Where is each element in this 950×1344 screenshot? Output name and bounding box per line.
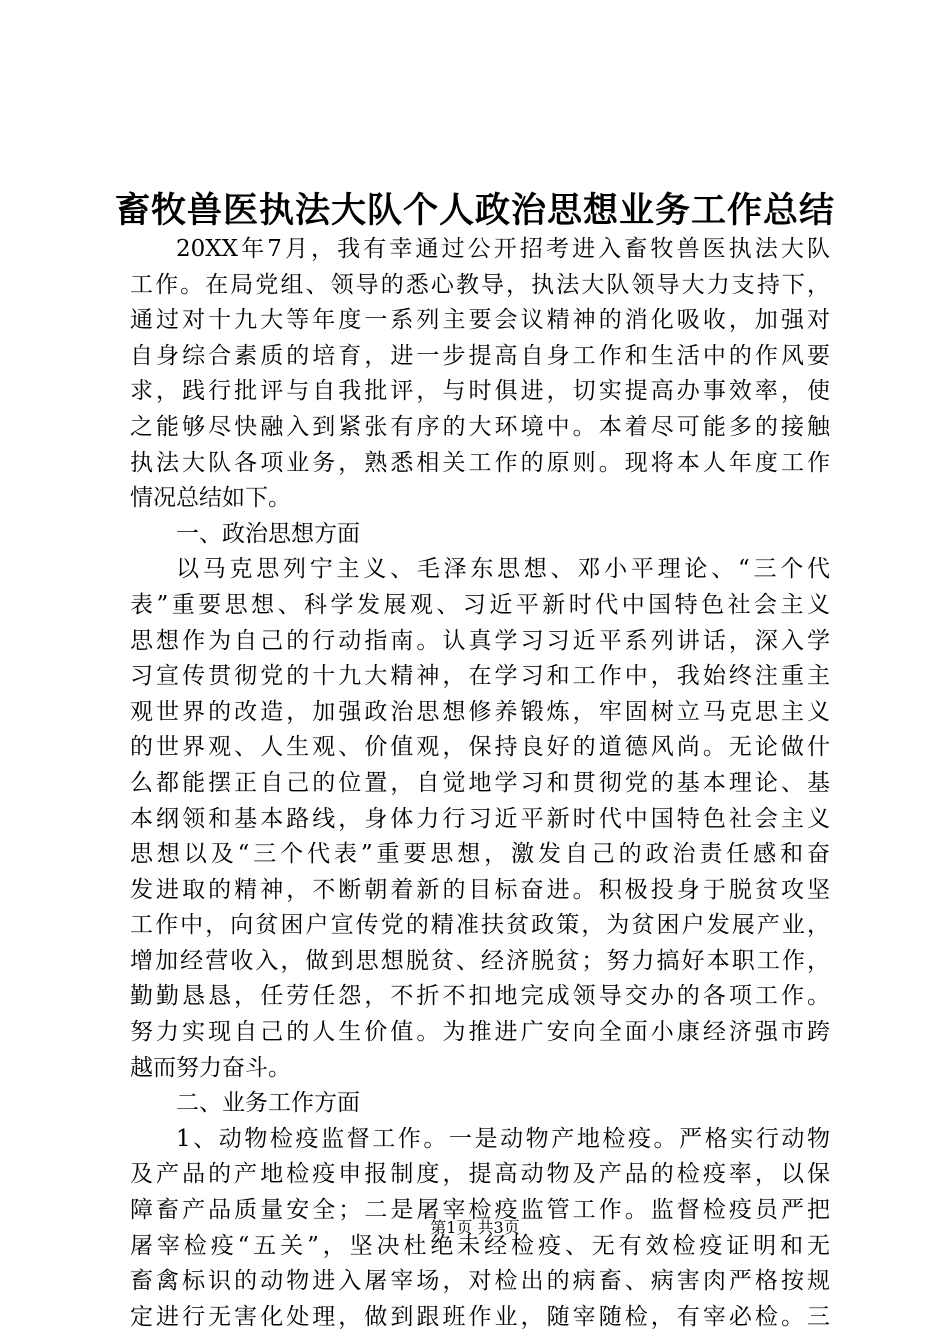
section-heading-politics: 一、政治思想方面: [176, 520, 360, 547]
body-line: 发进取的精神，不断朝着新的目标奋进。积极投身于脱贫攻坚: [130, 876, 830, 903]
body-line: 增加经营收入，做到思想脱贫、经济脱贫；努力搞好本职工作，: [130, 947, 830, 974]
body-line: 20XX年7月，我有幸通过公开招考进入畜牧兽医执法大队: [176, 236, 830, 262]
body-line: 勤勤恳恳，任劳任怨，不折不扣地完成领导交办的各项工作。: [130, 983, 830, 1010]
body-line: 越而努力奋斗。: [130, 1054, 291, 1081]
body-line: 屠宰检疫“五关”，坚决杜绝未经检疫、无有效检疫证明和无: [130, 1232, 830, 1259]
section-heading-business: 二、业务工作方面: [176, 1090, 360, 1117]
body-line: 执法大队各项业务，熟悉相关工作的原则。现将本人年度工作: [130, 449, 830, 476]
body-line: 努力实现自己的人生价值。为推进广安向全面小康经济强市跨: [130, 1019, 830, 1046]
document-body: [130, 232, 830, 1335]
body-line: 求，践行批评与自我批评，与时俱进，切实提高办事效率，使: [130, 378, 830, 405]
body-line: 之能够尽快融入到紧张有序的大环境中。本着尽可能多的接触: [130, 413, 830, 440]
document-title: 畜牧兽医执法大队个人政治思想业务工作总结: [114, 190, 835, 231]
body-line: 1、动物检疫监督工作。一是动物产地检疫。严格实行动物: [176, 1125, 830, 1152]
body-line: 畜禽标识的动物进入屠宰场，对检出的病畜、病害肉严格按规: [130, 1268, 830, 1295]
body-line: 的世界观、人生观、价值观，保持良好的道德风尚。无论做什: [130, 734, 830, 761]
body-line: 工作。在局党组、领导的悉心教导，执法大队领导大力支持下，: [130, 271, 830, 298]
body-line: 思想作为自己的行动指南。认真学习习近平系列讲话，深入学: [130, 627, 830, 654]
body-line: 表”重要思想、科学发展观、习近平新时代中国特色社会主义: [130, 591, 830, 618]
body-line: 及产品的产地检疫申报制度，提高动物及产品的检疫率，以保: [130, 1161, 830, 1188]
body-line: 障畜产品质量安全；二是屠宰检疫监管工作。监督检疫员严把: [130, 1197, 830, 1224]
body-line: 观世界的改造，加强政治思想修养锻炼，牢固树立马克思主义: [130, 698, 830, 725]
body-line: 习宣传贯彻党的十九大精神，在学习和工作中，我始终注重主: [130, 663, 830, 690]
body-line: 情况总结如下。: [130, 485, 291, 512]
body-line: 定进行无害化处理，做到跟班作业，随宰随检，有宰必检。三: [130, 1303, 830, 1330]
body-line: 么都能摆正自己的位置，自觉地学习和贯彻党的基本理论、基: [130, 769, 830, 796]
body-line: 通过对十九大等年度一系列主要会议精神的消化吸收，加强对: [130, 307, 830, 334]
body-line: 自身综合素质的培育，进一步提高自身工作和生活中的作风要: [130, 342, 830, 369]
body-line: 思想以及“三个代表”重要思想，激发自己的政治责任感和奋: [130, 841, 830, 868]
page-footer: 第1页 共3页: [430, 1218, 520, 1237]
body-line: 以马克思列宁主义、毛泽东思想、邓小平理论、“三个代: [176, 556, 830, 583]
body-line: 工作中，向贫困户宣传党的精准扶贫政策，为贫困户发展产业，: [130, 912, 830, 939]
body-line: 本纲领和基本路线，身体力行习近平新时代中国特色社会主义: [130, 805, 830, 832]
